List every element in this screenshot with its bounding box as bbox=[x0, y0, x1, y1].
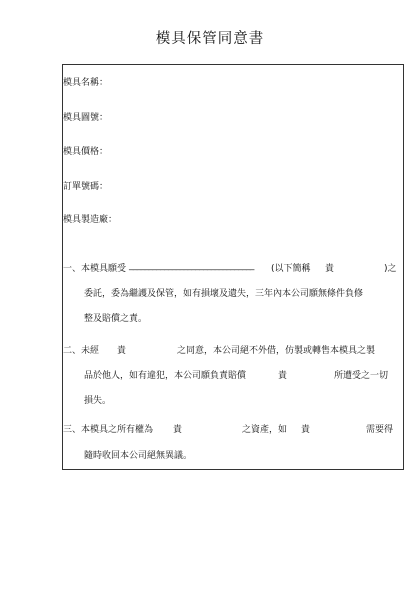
clause-1-text-b: (以下簡稱 bbox=[271, 264, 311, 274]
clause-2-text-b: 貴 bbox=[117, 346, 127, 356]
mold-drawing-number-label: 模具圖號： bbox=[63, 113, 109, 123]
clause-2-text-f: 所遭受之一切 bbox=[334, 371, 389, 381]
clause-3-text-b: 貴 bbox=[173, 425, 183, 435]
agreement-frame bbox=[62, 64, 404, 470]
clause-1-line-2: 委託，委為繼護及保管，如有損壞及遺失，三年內本公司願無條件負修 bbox=[84, 289, 364, 299]
document-title: 模具保管同意書 bbox=[155, 31, 265, 47]
order-number-label: 訂單號碼： bbox=[63, 182, 109, 192]
entrusting-party-blank: ________________________________ bbox=[129, 261, 254, 271]
clause-1-text-c: 貴 bbox=[325, 264, 335, 274]
mold-price-label: 模具價格： bbox=[63, 147, 109, 157]
clause-2-text-d: 品於他人，如有違犯，本公司願負責賠償 bbox=[84, 371, 247, 381]
clause-2-text-e: 貴 bbox=[278, 371, 288, 381]
clause-3-text-c: 之資產，如 bbox=[242, 425, 288, 435]
clause-1-text-a: 一、本模具願受 bbox=[63, 264, 127, 274]
clause-1-text-d: )之 bbox=[384, 264, 397, 274]
clause-3-text-e: 需要得 bbox=[366, 425, 394, 435]
clause-3-line-2: 隨時收回本公司絕無異議。 bbox=[84, 451, 193, 461]
clause-1-line-3: 整及賠償之責。 bbox=[84, 314, 148, 324]
clause-3-text-a: 三、本模具之所有權為 bbox=[63, 425, 154, 435]
clause-2-line-3: 損失。 bbox=[84, 396, 112, 406]
mold-name-label: 模具名稱： bbox=[63, 78, 109, 88]
clause-2-text-c: 之同意，本公司絕不外借，仿製或轉售本模具之製 bbox=[177, 346, 376, 356]
mold-manufacturer-label: 模具製造廠： bbox=[63, 215, 118, 225]
clause-3-text-d: 貴 bbox=[301, 425, 311, 435]
clause-2-text-a: 二、未經 bbox=[63, 346, 100, 356]
